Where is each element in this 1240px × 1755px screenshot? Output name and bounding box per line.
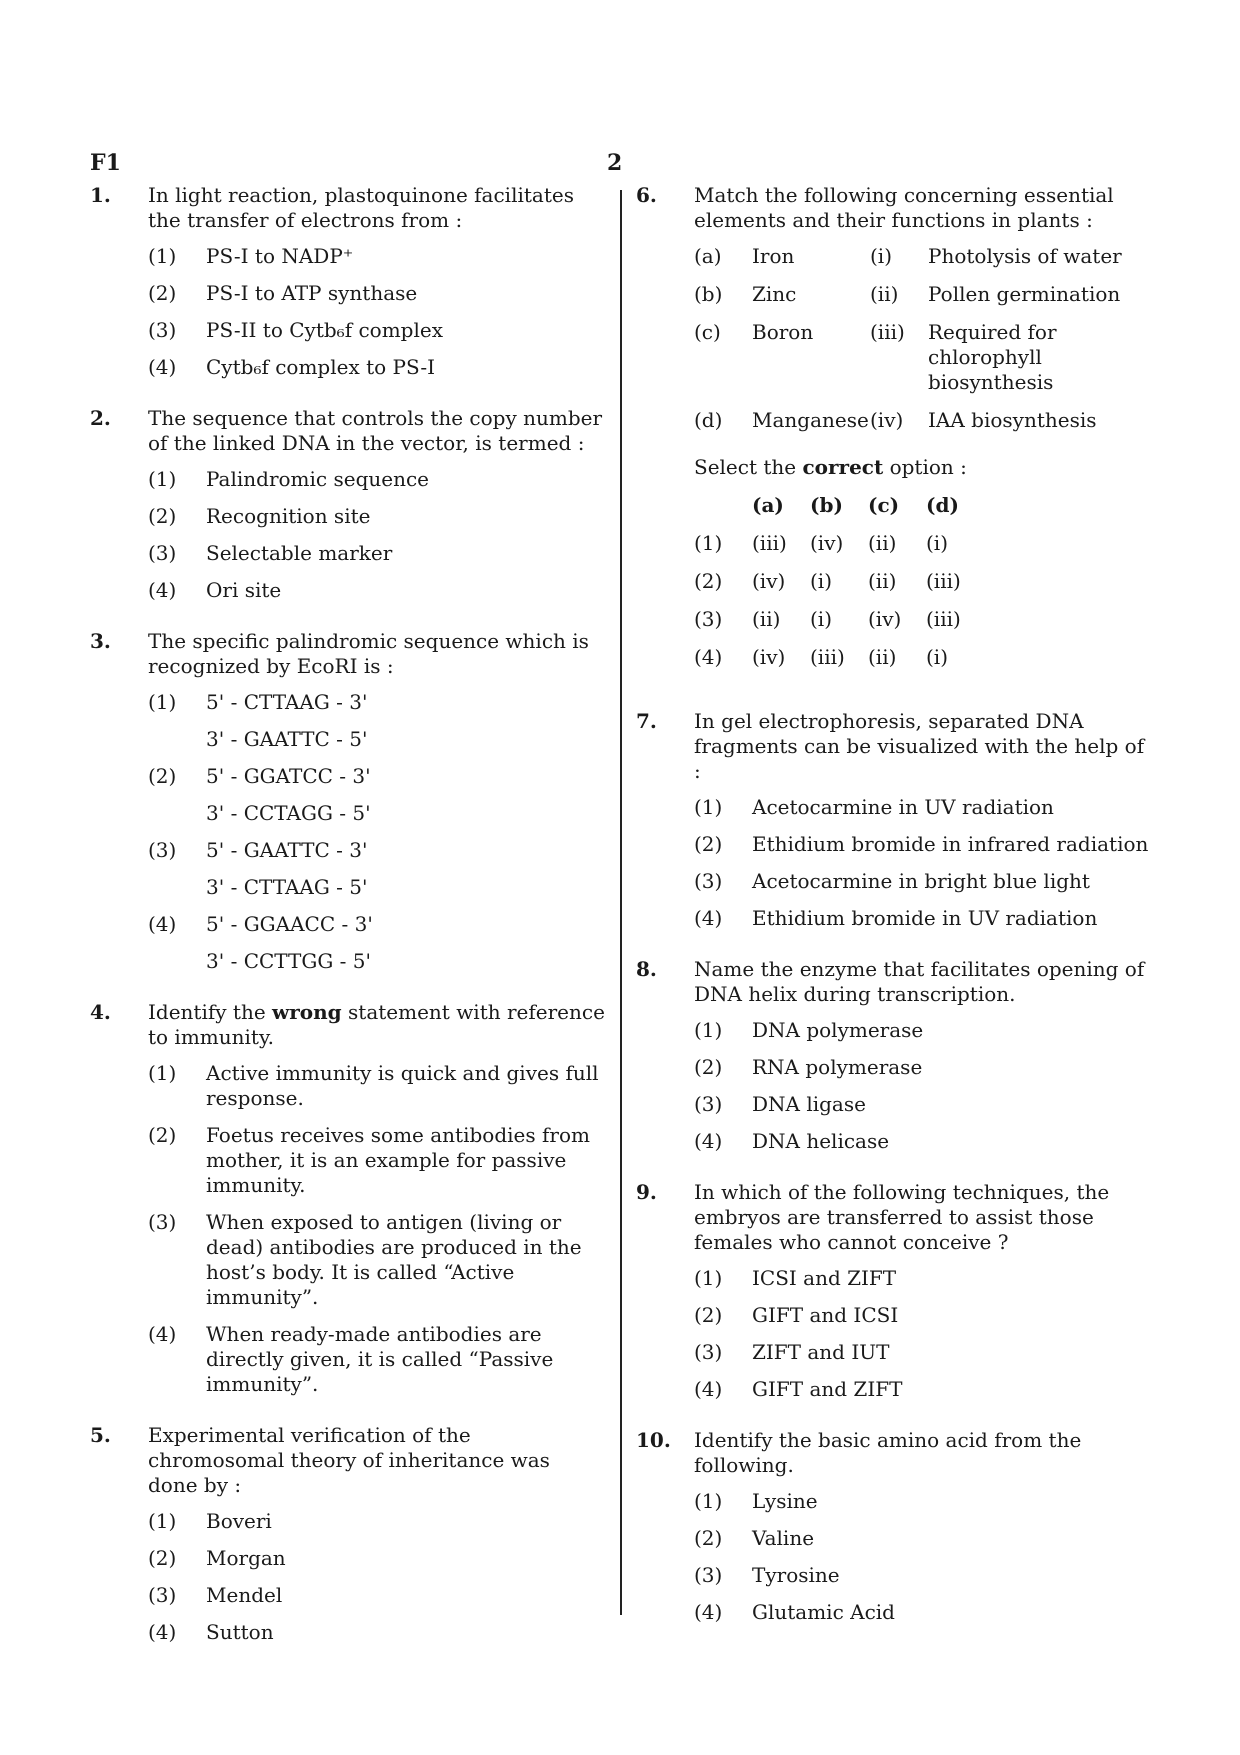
option-4: (4) Ori site <box>148 578 282 602</box>
question-text: In gel electrophoresis, separated DNA fragments can be visualized with the help of : <box>694 709 1145 783</box>
match-row: (a) Iron (i) Photolysis of water <box>694 244 1122 268</box>
option-3: (3) Mendel <box>148 1583 283 1607</box>
option-2: (2) Ethidium bromide in infrared radiation <box>694 832 1149 856</box>
question-4 <box>90 1000 605 1397</box>
question-7 <box>636 709 1156 931</box>
option-2: (2) Morgan <box>148 1546 286 1570</box>
match-row: (c) Boron (iii) Required for chlorophyll biosynthesis <box>694 320 1057 394</box>
option-1: (1) DNA polymerase <box>694 1018 924 1042</box>
option-1: (1) Lysine <box>694 1489 818 1513</box>
question-number: 3. <box>90 629 111 653</box>
option-1: (1) PS-I to NADP⁺ <box>148 244 354 268</box>
option-2: (2) GIFT and ICSI <box>694 1303 899 1327</box>
page-number: 2 <box>607 150 623 176</box>
option-3: (3) Tyrosine <box>694 1563 840 1587</box>
question-number: 5. <box>90 1423 111 1447</box>
question-text: Experimental verification of the chromosomal theory of inheritance was done by : <box>148 1423 550 1497</box>
answer-row: (3) (ii) (i) (iv) (iii) <box>694 607 961 631</box>
question-5 <box>90 1423 605 1645</box>
question-1 <box>90 183 605 380</box>
option-1: (1) Boveri <box>148 1509 272 1533</box>
option-2: (2) 5' - GGATCC - 3' 3' - CCTAGG - 5' <box>148 764 371 825</box>
option-3: (3) 5' - GAATTC - 3' 3' - CTTAAG - 5' <box>148 838 368 899</box>
left-column <box>90 183 605 1671</box>
question-8 <box>636 957 1156 1154</box>
question-number: 6. <box>636 183 657 207</box>
column-divider <box>620 190 622 1615</box>
question-number: 4. <box>90 1000 111 1024</box>
match-table <box>694 244 1156 446</box>
option-2: (2) PS-I to ATP synthase <box>148 281 418 305</box>
select-instruction: Select the correct option : <box>694 455 967 479</box>
option-4: (4) Glutamic Acid <box>694 1600 895 1624</box>
option-3: (3) DNA ligase <box>694 1092 866 1116</box>
question-number: 7. <box>636 709 657 733</box>
question-2 <box>90 406 605 603</box>
option-3: (3) PS-II to Cytb₆f complex <box>148 318 443 342</box>
option-1: (1) Acetocarmine in UV radiation <box>694 795 1054 819</box>
option-1: (1) ICSI and ZIFT <box>694 1266 897 1290</box>
question-number: 8. <box>636 957 657 981</box>
option-3: (3) When exposed to antigen (living or dead) antibodies are produced in the host’s body. It is called “Active immunity”. <box>148 1210 582 1309</box>
option-4: (4) When ready-made antibodies are directly given, it is called “Passive immunity”. <box>148 1322 554 1396</box>
option-2: (2) Recognition site <box>148 504 371 528</box>
option-2: (2) Foetus receives some antibodies from mother, it is an example for passive immunity. <box>148 1123 590 1197</box>
question-text: Match the following concerning essential elements and their functions in plants : <box>694 183 1114 232</box>
question-text: The sequence that controls the copy number of the linked DNA in the vector, is termed : <box>148 406 603 455</box>
match-row: (d) Manganese (iv) IAA biosynthesis <box>694 408 1097 432</box>
option-4: (4) Ethidium bromide in UV radiation <box>694 906 1098 930</box>
option-3: (3) Acetocarmine in bright blue light <box>694 869 1090 893</box>
answer-table <box>694 493 984 683</box>
match-row: (b) Zinc (ii) Pollen germination <box>694 282 1121 306</box>
paper-code: F1 <box>90 150 121 176</box>
question-text: The specific palindromic sequence which is recognized by EcoRI is : <box>148 629 589 678</box>
option-4: (4) Sutton <box>148 1620 274 1644</box>
option-4: (4) 5' - GGAACC - 3' 3' - CCTTGG - 5' <box>148 912 373 973</box>
option-4: (4) GIFT and ZIFT <box>694 1377 903 1401</box>
option-3: (3) ZIFT and IUT <box>694 1340 890 1364</box>
answer-header-row: (a) (b) (c) (d) <box>752 493 959 517</box>
option-2: (2) Valine <box>694 1526 815 1550</box>
option-3: (3) Selectable marker <box>148 541 393 565</box>
question-6 <box>636 183 1156 683</box>
option-4: (4) Cytb₆f complex to PS-I <box>148 355 436 379</box>
right-column <box>636 183 1156 1651</box>
option-4: (4) DNA helicase <box>694 1129 890 1153</box>
option-1: (1) Palindromic sequence <box>148 467 430 491</box>
option-1: (1) Active immunity is quick and gives full response. <box>148 1061 599 1110</box>
question-number: 2. <box>90 406 111 430</box>
emphasis-word: correct <box>802 455 884 479</box>
question-9 <box>636 1180 1156 1402</box>
option-2: (2) RNA polymerase <box>694 1055 923 1079</box>
question-text: In light reaction, plastoquinone facilitates the transfer of electrons from : <box>148 183 574 232</box>
question-text: Identify the basic amino acid from the following. <box>694 1428 1082 1477</box>
answer-row: (1) (iii) (iv) (ii) (i) <box>694 531 949 555</box>
question-10 <box>636 1428 1156 1625</box>
answer-row: (2) (iv) (i) (ii) (iii) <box>694 569 961 593</box>
option-1: (1) 5' - CTTAAG - 3' 3' - GAATTC - 5' <box>148 690 368 751</box>
question-text: Identify the wrong statement with reference to immunity. <box>148 1000 605 1049</box>
question-text: In which of the following techniques, the embryos are transferred to assist those females who cannot conceive ? <box>694 1180 1110 1254</box>
question-3 <box>90 629 605 974</box>
question-number: 1. <box>90 183 111 207</box>
question-text: Name the enzyme that facilitates opening of DNA helix during transcription. <box>694 957 1145 1006</box>
emphasis-word: wrong <box>272 1000 342 1024</box>
answer-row: (4) (iv) (iii) (ii) (i) <box>694 645 949 669</box>
question-number: 10. <box>636 1428 671 1452</box>
question-number: 9. <box>636 1180 657 1204</box>
